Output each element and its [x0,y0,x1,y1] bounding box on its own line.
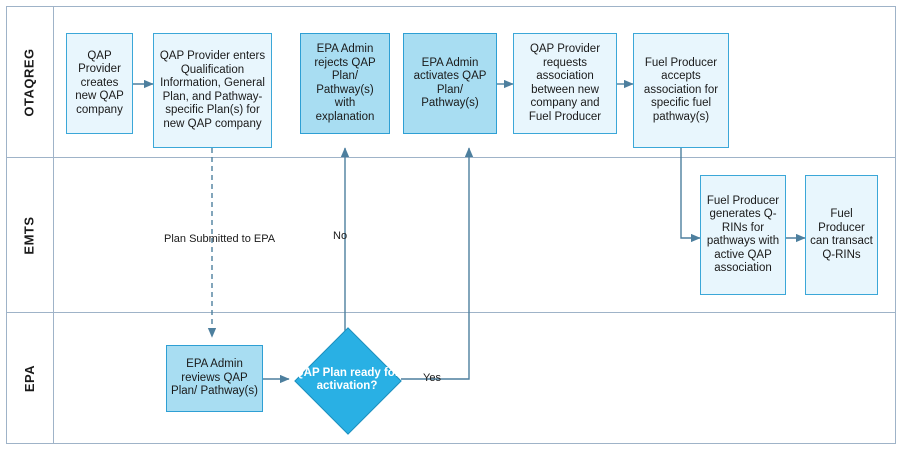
node-label: QAP Provider creates new QAP company [75,49,124,116]
swimlane-epa [6,313,896,444]
lane-label-epa [6,313,54,444]
node-label: QAP Provider enters Qualification Information, General Plan, and Pathway-specific Plan(s) for new QAP company [159,50,266,130]
node-label: Fuel Producer generates Q-RINs for pathways with active QAP association [706,194,780,274]
node-label: EPA Admin reviews QAP Plan/ Pathway(s) [171,358,258,398]
node-label: EPA Admin activates QAP Plan/ Pathway(s) [413,56,487,109]
edge-label-plan-submitted: Plan Submitted to EPA [164,233,276,245]
node-epa-admin-rejects-plan[interactable] [300,33,390,134]
lane-label-otaqreg-text: OTAQREG [22,47,38,117]
node-fuel-producer-transacts-qrins[interactable] [805,175,878,295]
node-qap-provider-enters-info[interactable] [153,33,272,148]
lane-label-otaqreg [6,6,54,158]
decision-label: QAP Plan ready for activation? [294,366,400,392]
decision-qap-plan-ready[interactable] [293,327,401,432]
node-epa-admin-reviews-plan[interactable] [166,345,263,412]
node-label: EPA Admin rejects QAP Plan/ Pathway(s) with explanation [314,43,376,123]
node-label: Fuel Producer accepts association for specific fuel pathway(s) [643,56,719,123]
node-label: QAP Provider requests association between new company and Fuel Producer [528,43,602,123]
edge-label-no: No [333,230,348,242]
node-qap-provider-creates-company[interactable] [66,33,133,134]
lane-label-epa-text: EPA [21,364,37,393]
node-epa-admin-activates-plan[interactable] [403,33,497,134]
node-fuel-producer-accepts-association[interactable] [633,33,729,148]
node-qap-provider-requests-association[interactable] [513,33,617,134]
lane-label-emts [6,158,54,313]
edge-label-yes: Yes [423,372,441,384]
lane-label-emts-text: EMTS [22,216,37,255]
node-label: Fuel Producer can transact Q-RINs [810,208,873,261]
node-fuel-producer-generates-qrins[interactable] [700,175,786,295]
